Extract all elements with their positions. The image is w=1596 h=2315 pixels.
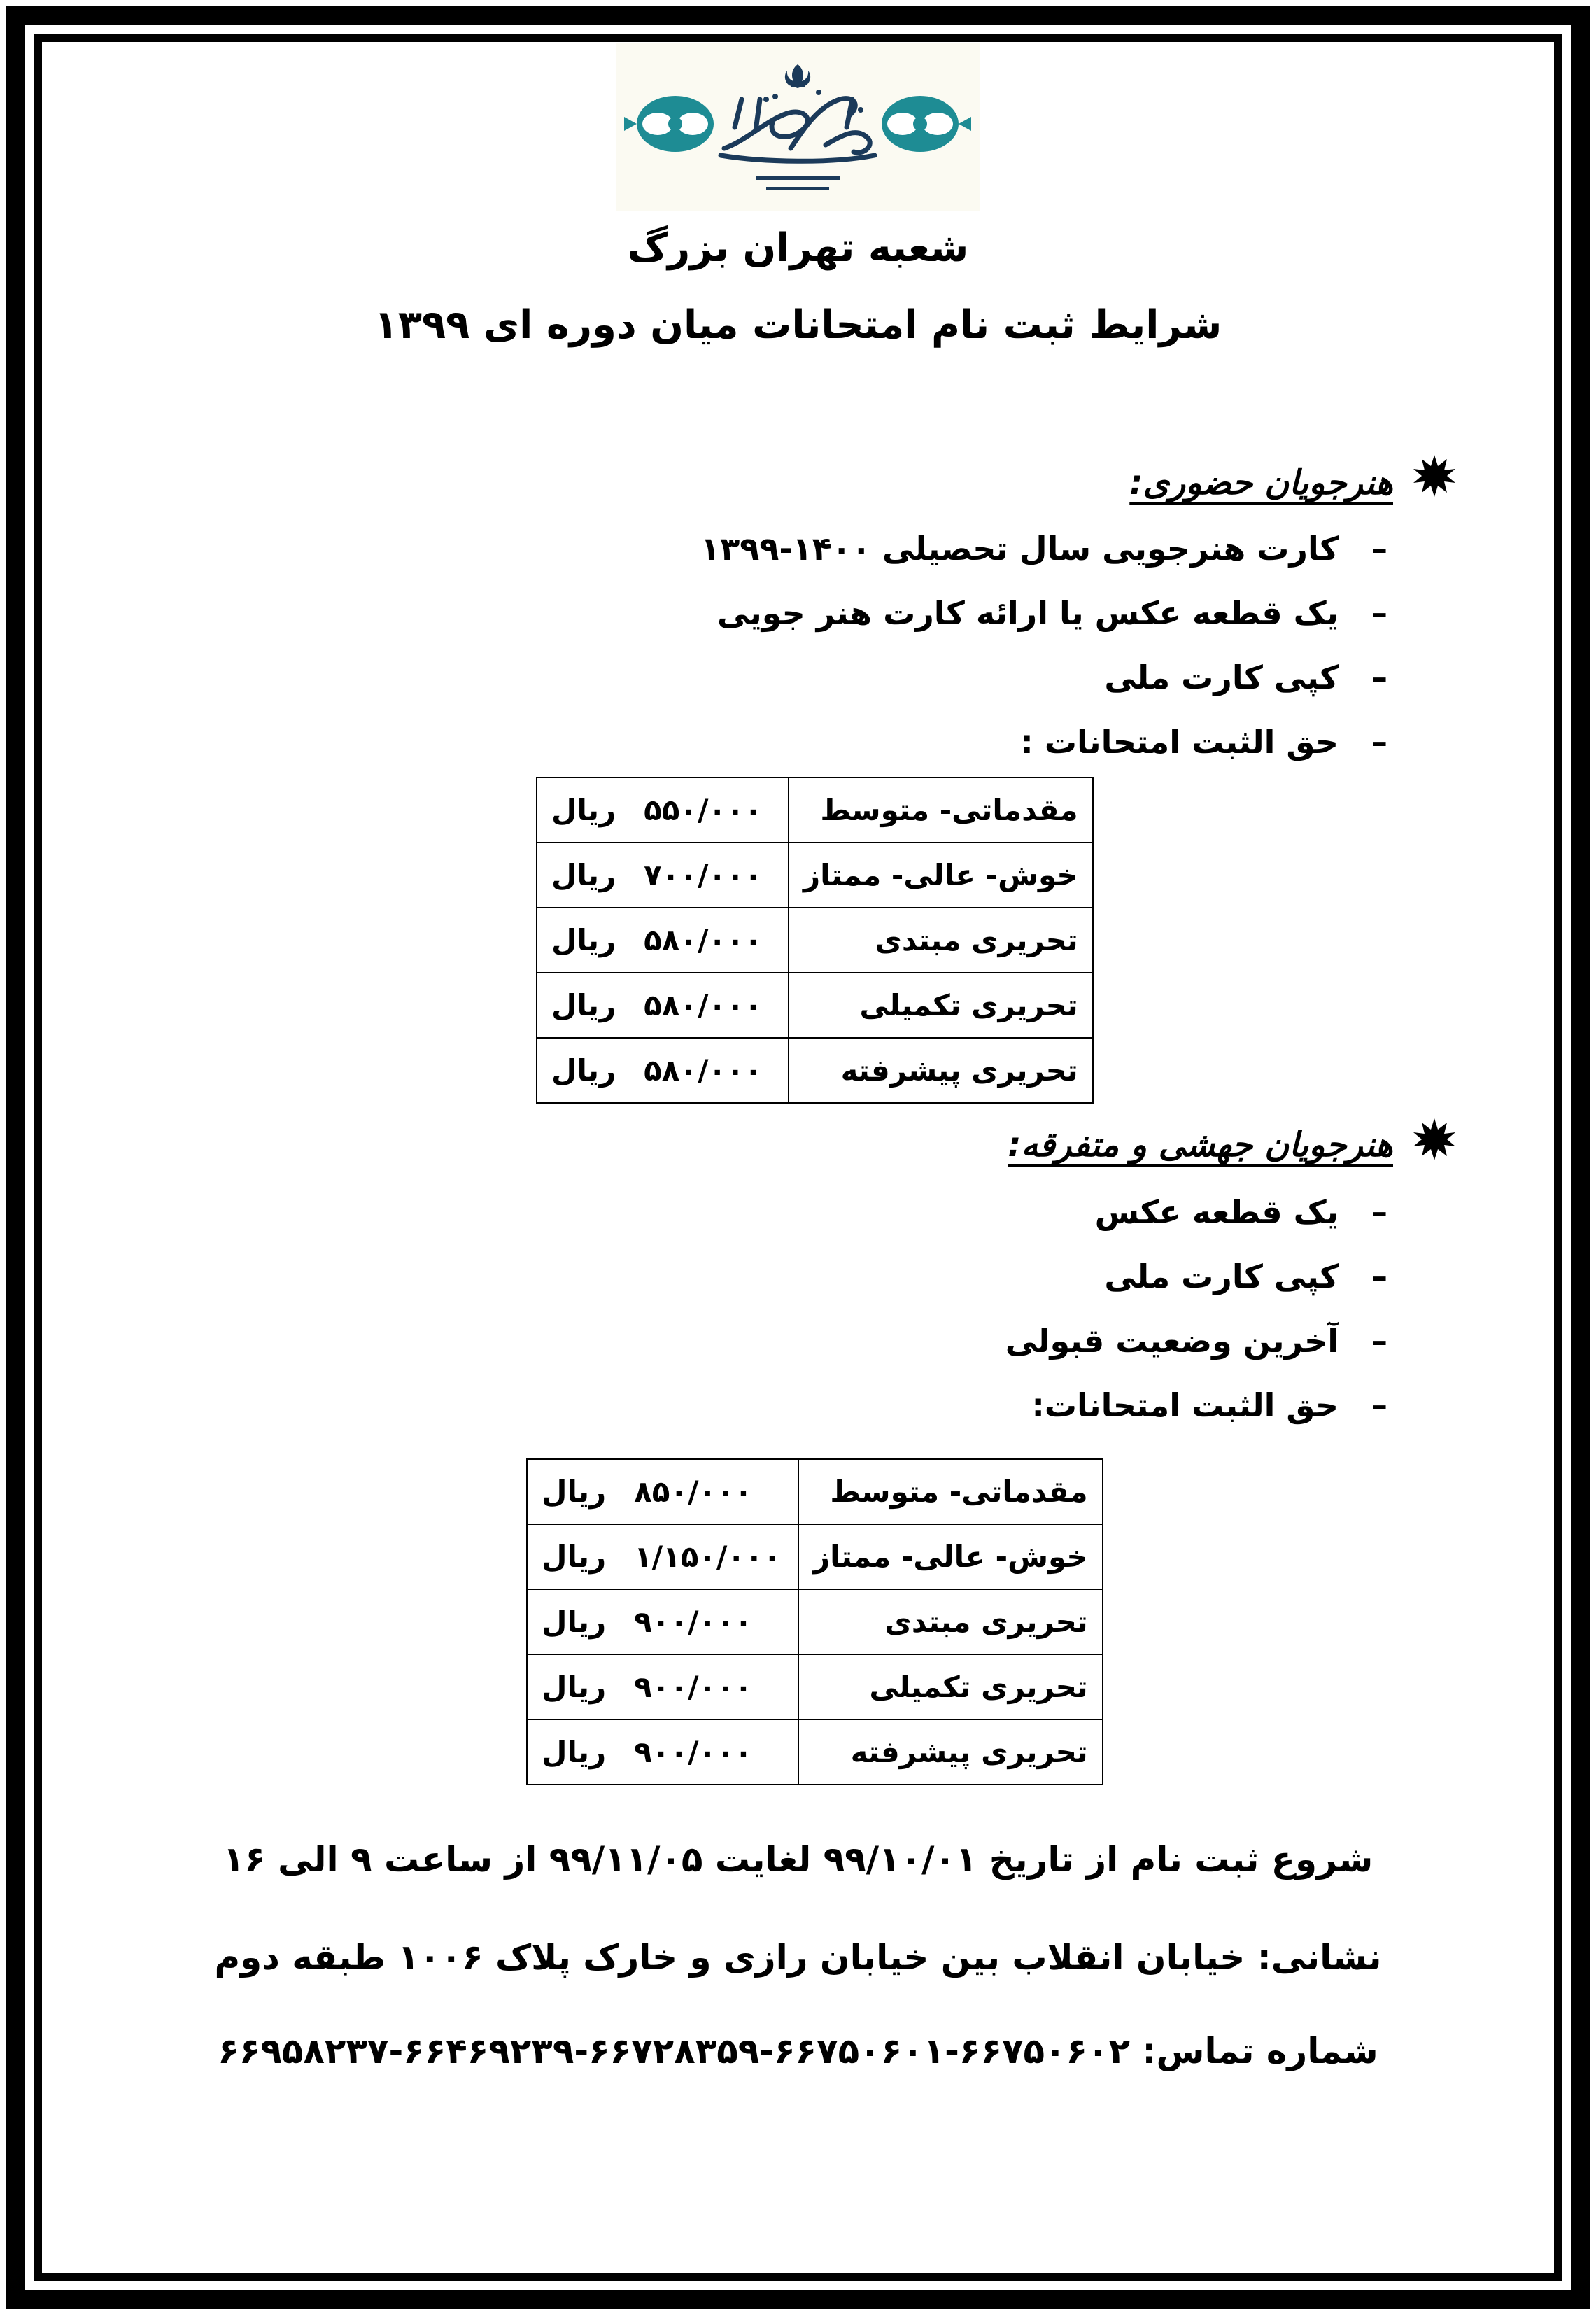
fee-level: تحریری پیشرفته xyxy=(798,1719,1103,1785)
fee-amount: ۵۸۰/۰۰۰ریال xyxy=(537,1038,789,1103)
requirements-list-other xyxy=(1005,1180,1387,1437)
fee-amount: ۹۰۰/۰۰۰ریال xyxy=(527,1654,798,1719)
table-row xyxy=(527,1459,1103,1524)
association-logo xyxy=(616,43,980,211)
starburst-icon xyxy=(1412,1117,1457,1162)
fee-level: مقدماتی- متوسط xyxy=(789,777,1093,843)
fee-level: مقدماتی- متوسط xyxy=(798,1459,1103,1524)
section-heading-in-person: هنرجویان حضوری: xyxy=(1129,463,1393,502)
fee-amount: ۹۰۰/۰۰۰ریال xyxy=(527,1589,798,1654)
fee-amount: ۵۸۰/۰۰۰ریال xyxy=(537,908,789,973)
fee-level: خوش- عالی- ممتاز xyxy=(789,843,1093,908)
fee-amount: ۸۵۰/۰۰۰ریال xyxy=(527,1459,798,1524)
list-item: – یک قطعه عکس xyxy=(1094,1193,1387,1231)
table-row xyxy=(537,843,1093,908)
table-row xyxy=(527,1589,1103,1654)
registration-dates: شروع ثبت نام از تاریخ ۹۹/۱۰/۰۱ لغایت ۹۹/۱۱/۰۵ از ساعت ۹ الی ۱۶ xyxy=(223,1839,1373,1880)
table-row xyxy=(537,973,1093,1038)
fee-amount: ۱/۱۵۰/۰۰۰ریال xyxy=(527,1524,798,1589)
table-row xyxy=(527,1719,1103,1785)
phone-numbers: شماره تماس: ۶۶۷۵۰۶۰۲-۶۶۷۵۰۶۰۱-۶۶۷۲۸۳۵۹-۶۶۴۶۹۲۳۹-۶۶۹۵۸۲۳۷ xyxy=(218,2031,1378,2071)
fee-level: تحریری پیشرفته xyxy=(789,1038,1093,1103)
fee-level: خوش- عالی- ممتاز xyxy=(798,1524,1103,1589)
starburst-icon xyxy=(1412,453,1457,498)
fee-level: تحریری تکمیلی xyxy=(798,1654,1103,1719)
table-row xyxy=(527,1524,1103,1589)
fee-amount: ۹۰۰/۰۰۰ریال xyxy=(527,1719,798,1785)
fee-amount: ۵۵۰/۰۰۰ریال xyxy=(537,777,789,843)
fee-table-in-person xyxy=(536,777,1094,1104)
list-item: – کپی کارت ملی xyxy=(1104,1258,1387,1295)
page-title: شرایط ثبت نام امتحانات میان دوره ای ۱۳۹۹ xyxy=(374,302,1222,348)
table-row xyxy=(527,1654,1103,1719)
fee-level: تحریری مبتدی xyxy=(789,908,1093,973)
address: نشانی: خیابان انقلاب بین خیابان رازی و خارک پلاک ۱۰۰۶ طبقه دوم xyxy=(214,1937,1382,1978)
branch-title: شعبه تهران بزرگ xyxy=(627,225,969,271)
list-item: – حق الثبت امتحانات : xyxy=(1020,723,1387,761)
table-row xyxy=(537,1038,1093,1103)
list-item: – آخرین وضعیت قبولی xyxy=(1005,1322,1387,1360)
section-heading-other: هنرجویان جهشی و متفرقه: xyxy=(1008,1125,1393,1164)
list-item: – حق الثبت امتحانات: xyxy=(1031,1386,1387,1424)
requirements-list-in-person xyxy=(700,516,1387,774)
list-item: – کارت هنرجویی سال تحصیلی ۱۴۰۰-۱۳۹۹ xyxy=(700,530,1387,568)
fee-level: تحریری مبتدی xyxy=(798,1589,1103,1654)
fee-table-other xyxy=(526,1458,1103,1785)
fee-level: تحریری تکمیلی xyxy=(789,973,1093,1038)
fee-amount: ۷۰۰/۰۰۰ریال xyxy=(537,843,789,908)
list-item: – کپی کارت ملی xyxy=(1104,659,1387,696)
table-row xyxy=(537,908,1093,973)
list-item: – یک قطعه عکس یا ارائه کارت هنر جویی xyxy=(716,594,1387,632)
fee-amount: ۵۸۰/۰۰۰ریال xyxy=(537,973,789,1038)
table-row xyxy=(537,777,1093,843)
